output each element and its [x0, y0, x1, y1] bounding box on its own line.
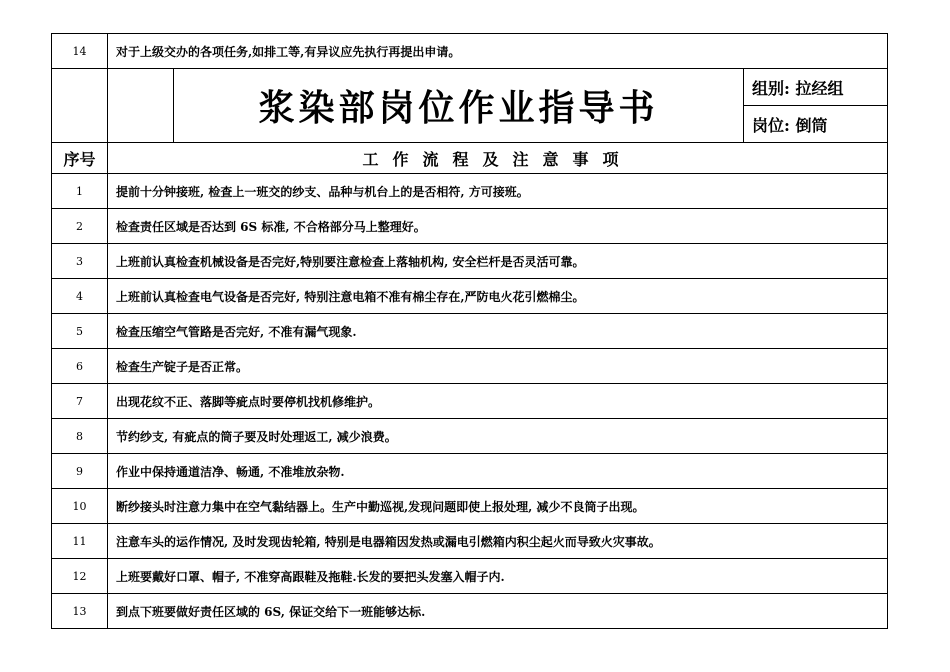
row-number: 2: [52, 209, 108, 244]
table-row: [52, 244, 888, 279]
row-number: 13: [52, 594, 108, 629]
table-row: [52, 559, 888, 594]
table-row: [52, 489, 888, 524]
row-number: 1: [52, 174, 108, 209]
table-row: [52, 384, 888, 419]
row-number: 9: [52, 454, 108, 489]
row-number: 6: [52, 349, 108, 384]
row-text: 检查责任区域是否达到 6S 标准, 不合格部分马上整理好。: [108, 209, 888, 244]
row-text: 上班要戴好口罩、帽子, 不准穿高跟鞋及拖鞋.长发的要把头发塞入帽子内.: [108, 559, 888, 594]
row-text: 出现花纹不正、落脚等疵点时要停机找机修维护。: [108, 384, 888, 419]
table-row: [52, 419, 888, 454]
instruction-table: [51, 33, 888, 629]
row-text: 上班前认真检查机械设备是否完好,特别要注意检查上落轴机构, 安全栏杆是否灵活可靠。: [108, 244, 888, 279]
row-text: 到点下班要做好责任区域的 6S, 保证交给下一班能够达标.: [108, 594, 888, 629]
row-number: 10: [52, 489, 108, 524]
row-text: 作业中保持通道洁净、畅通, 不准堆放杂物.: [108, 454, 888, 489]
group-label: 组别: 拉经组: [744, 69, 888, 106]
row-text: 上班前认真检查电气设备是否完好, 特别注意电箱不准有棉尘存在,严防电火花引燃棉尘。: [108, 279, 888, 314]
table-row: [52, 349, 888, 384]
instruction-sheet: [51, 33, 887, 629]
row-text: 检查生产锭子是否正常。: [108, 349, 888, 384]
row-number: 11: [52, 524, 108, 559]
row-number: 3: [52, 244, 108, 279]
row-number: 12: [52, 559, 108, 594]
column-header-content: 工作流程及注意事项: [108, 143, 888, 174]
row-number: 4: [52, 279, 108, 314]
title-blank-cell: [52, 69, 108, 143]
row-text: 断纱接头时注意力集中在空气黏结器上。生产中勤巡视,发现问题即使上报处理, 减少不良筒子出现。: [108, 489, 888, 524]
row-text: 注意车头的运作情况, 及时发现齿轮箱, 特别是电器箱因发热或漏电引燃箱内积尘起火而导致火灾事故。: [108, 524, 888, 559]
title-row: [52, 69, 888, 106]
table-row: [52, 174, 888, 209]
row-number: 14: [52, 34, 108, 69]
table-row: [52, 594, 888, 629]
row-text: 提前十分钟接班, 检查上一班交的纱支、品种与机台上的是否相符, 方可接班。: [108, 174, 888, 209]
table-row: [52, 314, 888, 349]
table-row: [52, 279, 888, 314]
table-row: [52, 524, 888, 559]
row-number: 7: [52, 384, 108, 419]
row-number: 8: [52, 419, 108, 454]
page-title: 浆染部岗位作业指导书: [174, 69, 744, 143]
title-blank-cell: [108, 69, 174, 143]
row-text: 节约纱支, 有疵点的筒子要及时处理返工, 减少浪费。: [108, 419, 888, 454]
position-label: 岗位: 倒筒: [744, 106, 888, 143]
row-text: 检查压缩空气管路是否完好, 不准有漏气现象.: [108, 314, 888, 349]
table-row: [52, 454, 888, 489]
table-row: [52, 209, 888, 244]
row-text: 对于上级交办的各项任务,如排工等,有异议应先执行再提出申请。: [108, 34, 888, 69]
column-header-number: 序号: [52, 143, 108, 174]
table-row-top: [52, 34, 888, 69]
column-header-row: [52, 143, 888, 174]
row-number: 5: [52, 314, 108, 349]
